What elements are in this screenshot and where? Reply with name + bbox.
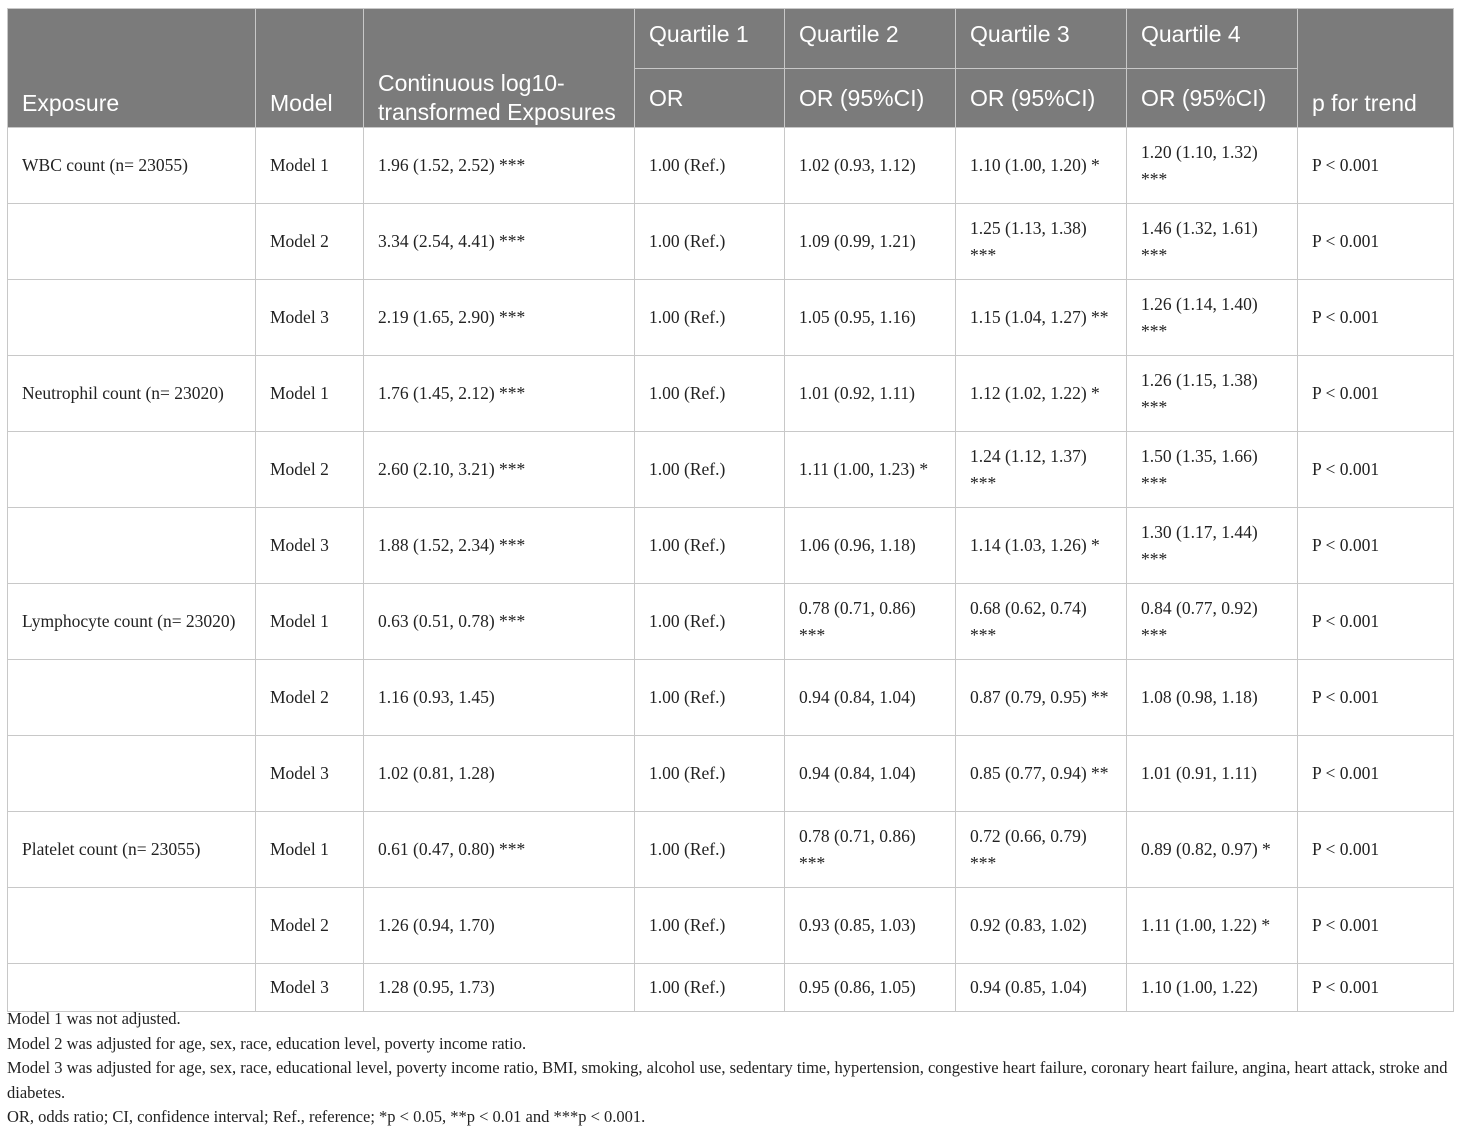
- cell-q3: 0.72 (0.66, 0.79) ***: [956, 812, 1127, 888]
- cell-q2: 1.02 (0.93, 1.12): [785, 128, 956, 204]
- cell-q1: 1.00 (Ref.): [635, 280, 785, 356]
- cell-q3: 1.10 (1.00, 1.20) *: [956, 128, 1127, 204]
- cell-q1: 1.00 (Ref.): [635, 964, 785, 1012]
- cell-q3: 0.87 (0.79, 0.95) **: [956, 660, 1127, 736]
- cell-q4: 1.10 (1.00, 1.22): [1127, 964, 1298, 1012]
- cell-model: Model 1: [256, 128, 364, 204]
- header-quartile-3: Quartile 3: [956, 9, 1127, 69]
- cell-q4: 1.20 (1.10, 1.32) ***: [1127, 128, 1298, 204]
- cell-q1: 1.00 (Ref.): [635, 736, 785, 812]
- cell-q3: 1.14 (1.03, 1.26) *: [956, 508, 1127, 584]
- cell-q3: 1.24 (1.12, 1.37) ***: [956, 432, 1127, 508]
- header-p-trend: p for trend: [1298, 9, 1454, 128]
- table-row: [8, 128, 1454, 204]
- cell-continuous: 1.96 (1.52, 2.52) ***: [364, 128, 635, 204]
- cell-q2: 1.05 (0.95, 1.16): [785, 280, 956, 356]
- footnote: OR, odds ratio; CI, confidence interval; Ref., reference; *p < 0.05, **p < 0.01 and ***p < 0.001.: [7, 1107, 646, 1126]
- cell-p-trend: P < 0.001: [1298, 736, 1454, 812]
- cell-q4: 0.84 (0.77, 0.92) ***: [1127, 584, 1298, 660]
- cell-q1: 1.00 (Ref.): [635, 508, 785, 584]
- cell-continuous: 1.26 (0.94, 1.70): [364, 888, 635, 964]
- header-continuous: Continuous log10-transformed Exposures: [364, 9, 635, 128]
- cell-q1: 1.00 (Ref.): [635, 660, 785, 736]
- cell-q1: 1.00 (Ref.): [635, 432, 785, 508]
- cell-continuous: 1.16 (0.93, 1.45): [364, 660, 635, 736]
- table-row: [8, 888, 1454, 964]
- cell-q4: 0.89 (0.82, 0.97) *: [1127, 812, 1298, 888]
- table-row: [8, 736, 1454, 812]
- cell-continuous: 1.88 (1.52, 2.34) ***: [364, 508, 635, 584]
- cell-q4: 1.26 (1.15, 1.38) ***: [1127, 356, 1298, 432]
- cell-q2: 0.93 (0.85, 1.03): [785, 888, 956, 964]
- cell-q1: 1.00 (Ref.): [635, 888, 785, 964]
- table-row: [8, 964, 1454, 1012]
- cell-continuous: 1.76 (1.45, 2.12) ***: [364, 356, 635, 432]
- cell-q3: 0.68 (0.62, 0.74) ***: [956, 584, 1127, 660]
- cell-q2: 0.94 (0.84, 1.04): [785, 660, 956, 736]
- cell-exposure: [8, 204, 256, 280]
- cell-q3: 1.25 (1.13, 1.38) ***: [956, 204, 1127, 280]
- cell-p-trend: P < 0.001: [1298, 204, 1454, 280]
- cell-exposure: [8, 736, 256, 812]
- cell-continuous: 3.34 (2.54, 4.41) ***: [364, 204, 635, 280]
- footnote: Model 3 was adjusted for age, sex, race, educational level, poverty income ratio, BMI, smoking, alcohol use, sedentary time, hypertension, congestive heart failure, coronary heart failure, angina, heart attack, stroke and diabetes.: [7, 1058, 1448, 1102]
- cell-model: Model 3: [256, 280, 364, 356]
- cell-q4: 1.50 (1.35, 1.66) ***: [1127, 432, 1298, 508]
- table-row: [8, 204, 1454, 280]
- cell-q4: 1.46 (1.32, 1.61) ***: [1127, 204, 1298, 280]
- cell-exposure: Neutrophil count (n= 23020): [8, 356, 256, 432]
- cell-q4: 1.08 (0.98, 1.18): [1127, 660, 1298, 736]
- cell-q3: 1.15 (1.04, 1.27) **: [956, 280, 1127, 356]
- cell-q2: 1.01 (0.92, 1.11): [785, 356, 956, 432]
- header-q4-sub: OR (95%CI): [1127, 69, 1298, 128]
- table-body: [8, 128, 1454, 1012]
- cell-q1: 1.00 (Ref.): [635, 356, 785, 432]
- cell-p-trend: P < 0.001: [1298, 356, 1454, 432]
- cell-q2: 1.09 (0.99, 1.21): [785, 204, 956, 280]
- table-row: [8, 660, 1454, 736]
- cell-p-trend: P < 0.001: [1298, 128, 1454, 204]
- cell-q3: 0.85 (0.77, 0.94) **: [956, 736, 1127, 812]
- cell-q4: 1.30 (1.17, 1.44) ***: [1127, 508, 1298, 584]
- cell-model: Model 1: [256, 584, 364, 660]
- cell-q3: 1.12 (1.02, 1.22) *: [956, 356, 1127, 432]
- footnote: Model 2 was adjusted for age, sex, race, education level, poverty income ratio.: [7, 1033, 527, 1053]
- cell-model: Model 2: [256, 204, 364, 280]
- cell-model: Model 1: [256, 812, 364, 888]
- table-row: [8, 356, 1454, 432]
- table-header: [8, 9, 1454, 128]
- table-row: [8, 584, 1454, 660]
- cell-continuous: 1.28 (0.95, 1.73): [364, 964, 635, 1012]
- results-table-container: [7, 8, 1453, 1012]
- cell-q3: 0.94 (0.85, 1.04): [956, 964, 1127, 1012]
- cell-exposure: [8, 888, 256, 964]
- cell-q2: 0.95 (0.86, 1.05): [785, 964, 956, 1012]
- cell-q2: 0.94 (0.84, 1.04): [785, 736, 956, 812]
- cell-q1: 1.00 (Ref.): [635, 128, 785, 204]
- footnote: Model 1 was not adjusted.: [7, 1009, 181, 1028]
- cell-p-trend: P < 0.001: [1298, 888, 1454, 964]
- cell-q2: 1.06 (0.96, 1.18): [785, 508, 956, 584]
- header-q2-sub: OR (95%CI): [785, 69, 956, 128]
- cell-p-trend: P < 0.001: [1298, 584, 1454, 660]
- cell-model: Model 1: [256, 356, 364, 432]
- cell-exposure: [8, 508, 256, 584]
- header-model: Model: [256, 9, 364, 128]
- header-quartile-2: Quartile 2: [785, 9, 956, 69]
- cell-model: Model 2: [256, 888, 364, 964]
- table-row: [8, 432, 1454, 508]
- cell-exposure: [8, 660, 256, 736]
- cell-exposure: [8, 280, 256, 356]
- cell-p-trend: P < 0.001: [1298, 280, 1454, 356]
- cell-p-trend: P < 0.001: [1298, 432, 1454, 508]
- cell-p-trend: P < 0.001: [1298, 660, 1454, 736]
- cell-q3: 0.92 (0.83, 1.02): [956, 888, 1127, 964]
- cell-exposure: WBC count (n= 23055): [8, 128, 256, 204]
- cell-q4: 1.26 (1.14, 1.40) ***: [1127, 280, 1298, 356]
- cell-q1: 1.00 (Ref.): [635, 204, 785, 280]
- header-quartile-4: Quartile 4: [1127, 9, 1298, 69]
- table-footnotes: [7, 1007, 1457, 1130]
- table-row: [8, 812, 1454, 888]
- cell-q2: 1.11 (1.00, 1.23) *: [785, 432, 956, 508]
- header-exposure: Exposure: [8, 9, 256, 128]
- cell-q4: 1.01 (0.91, 1.11): [1127, 736, 1298, 812]
- cell-continuous: 1.02 (0.81, 1.28): [364, 736, 635, 812]
- cell-p-trend: P < 0.001: [1298, 964, 1454, 1012]
- cell-model: Model 3: [256, 964, 364, 1012]
- cell-continuous: 2.60 (2.10, 3.21) ***: [364, 432, 635, 508]
- cell-q1: 1.00 (Ref.): [635, 812, 785, 888]
- cell-model: Model 2: [256, 432, 364, 508]
- table-row: [8, 280, 1454, 356]
- results-table: [7, 8, 1454, 1012]
- cell-q2: 0.78 (0.71, 0.86) ***: [785, 812, 956, 888]
- cell-exposure: [8, 964, 256, 1012]
- cell-model: Model 2: [256, 660, 364, 736]
- header-q1-sub: OR: [635, 69, 785, 128]
- cell-exposure: [8, 432, 256, 508]
- header-quartile-1: Quartile 1: [635, 9, 785, 69]
- cell-p-trend: P < 0.001: [1298, 812, 1454, 888]
- cell-q4: 1.11 (1.00, 1.22) *: [1127, 888, 1298, 964]
- cell-continuous: 0.63 (0.51, 0.78) ***: [364, 584, 635, 660]
- cell-continuous: 0.61 (0.47, 0.80) ***: [364, 812, 635, 888]
- cell-exposure: Platelet count (n= 23055): [8, 812, 256, 888]
- cell-exposure: Lymphocyte count (n= 23020): [8, 584, 256, 660]
- cell-model: Model 3: [256, 736, 364, 812]
- table-row: [8, 508, 1454, 584]
- cell-model: Model 3: [256, 508, 364, 584]
- cell-continuous: 2.19 (1.65, 2.90) ***: [364, 280, 635, 356]
- cell-p-trend: P < 0.001: [1298, 508, 1454, 584]
- cell-q1: 1.00 (Ref.): [635, 584, 785, 660]
- cell-q2: 0.78 (0.71, 0.86) ***: [785, 584, 956, 660]
- header-q3-sub: OR (95%CI): [956, 69, 1127, 128]
